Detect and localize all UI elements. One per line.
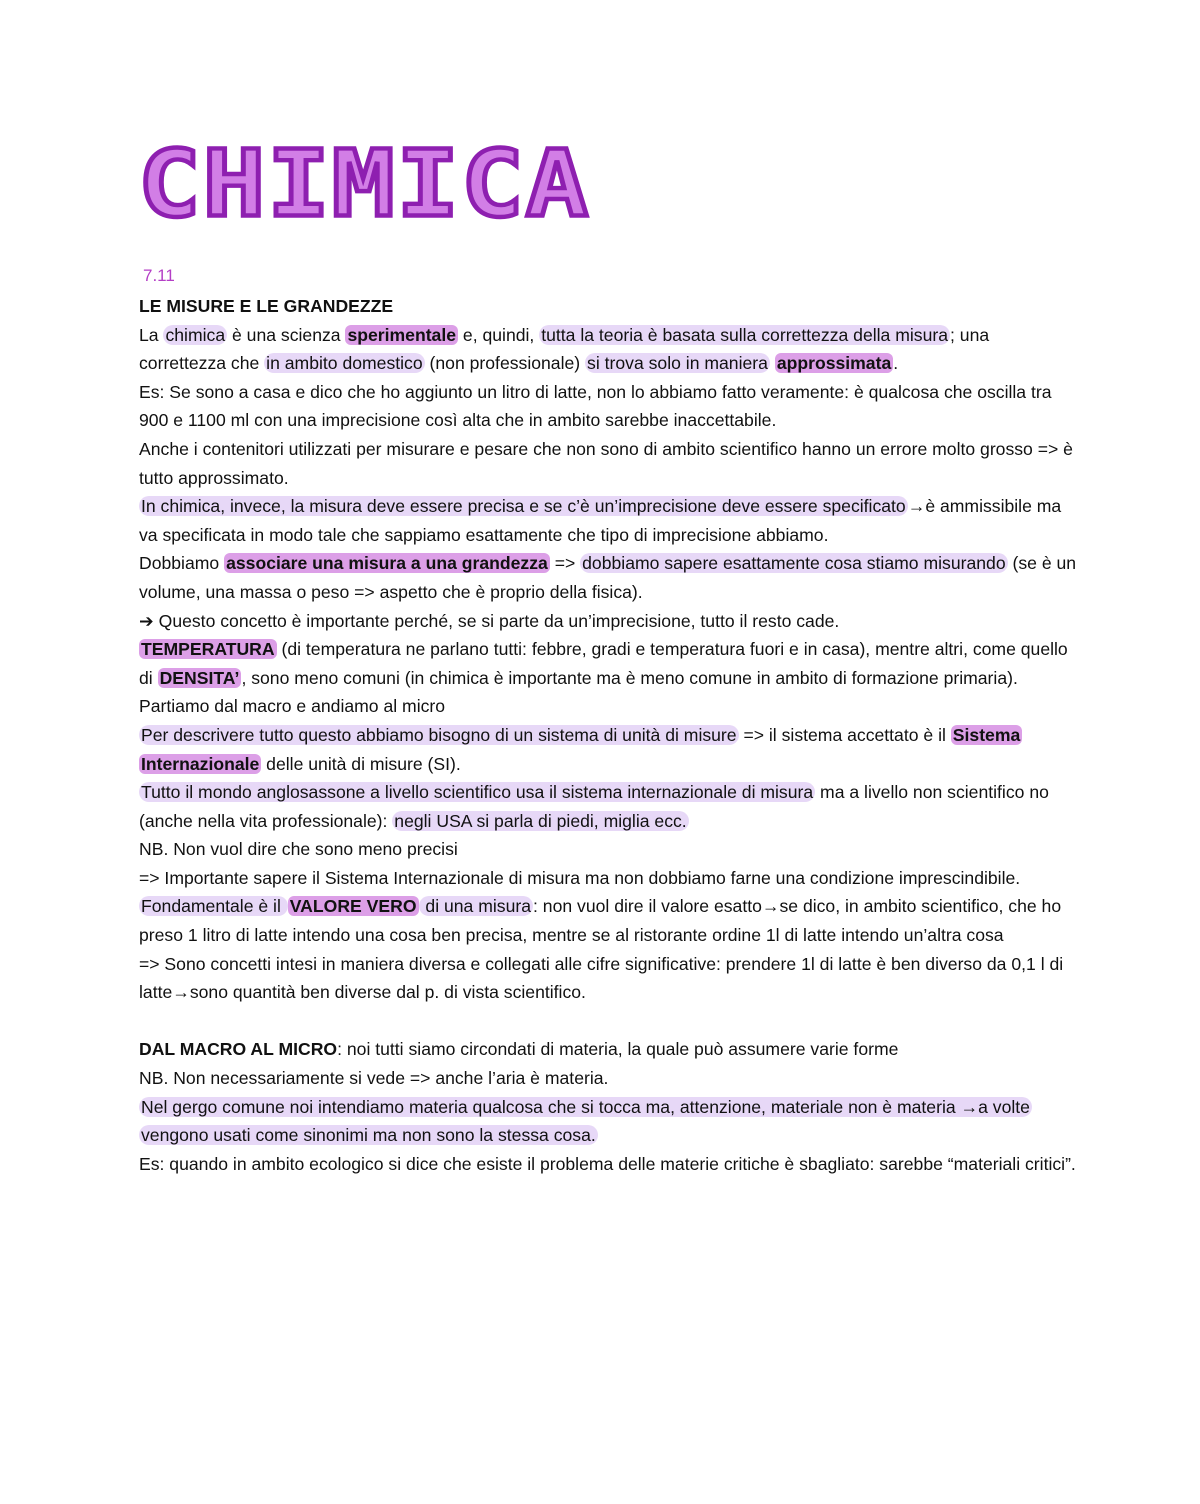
paragraph-nb-precision: NB. Non vuol dire che sono meno precisi bbox=[139, 839, 458, 860]
paragraph-example-milk: Es: Se sono a casa e dico che ho aggiunto un litro di latte, non lo abbiamo fatto veramente: è qualcosa che oscilla tra 900 e 1100 ml con una imprecisione così alta che in ambito sarebbe inaccettabile. bbox=[139, 381, 1052, 431]
paragraph-important-concept: ➔ Questo concetto è importante perché, se si parte da un’imprecisione, tutto il resto cade. bbox=[139, 610, 840, 631]
document-body bbox=[139, 292, 1079, 1178]
paragraph-critical-materials: Es: quando in ambito ecologico si dice che esiste il problema delle materie critiche è sbagliato: sarebbe “materiali critici”. bbox=[139, 1153, 1076, 1174]
paragraph-intro: La chimica è una scienza sperimentale e, quindi, tutta la teoria è basata sulla correttezza della misura ; una correttezza che in ambito domestico (non professionale) si trova solo in maniera approssimata . bbox=[139, 324, 990, 374]
paragraph-macro-micro: Partiamo dal macro e andiamo al micro bbox=[139, 696, 446, 717]
paragraph-chemistry-precision: In chimica, invece, la misura deve essere precisa e se c’è un’imprecisione deve essere specificato →è ammissibile ma va specificata in modo tale che sappiamo esattamente che tipo di imprecisione abbiamo. bbox=[139, 496, 1062, 545]
paragraph-matter-material: Nel gergo comune noi intendiamo materia qualcosa che si tocca ma, attenzione, materiale non è materia →a volte vengono usati come sinonimi ma non sono la stessa cosa. bbox=[141, 1096, 1030, 1146]
paragraph-associate-measure: Dobbiamo associare una misura a una grandezza => dobbiamo sapere esattamente cosa stiamo misurando (se è un volume, una massa o peso => aspetto che è proprio della fisica). bbox=[139, 553, 1077, 602]
page-title: CHIMICA bbox=[138, 130, 591, 238]
section-heading: LE MISURE E LE GRANDEZZE bbox=[139, 296, 394, 316]
paragraph-containers: Anche i contenitori utilizzati per misurare e pesare che non sono di ambito scientifico hanno un errore molto grosso => è tutto approssimato. bbox=[139, 438, 1073, 488]
paragraph-si-important: => Importante sapere il Sistema Internazionale di misura ma non dobbiamo farne una condizione imprescindibile. bbox=[139, 867, 1021, 888]
paragraph-air-matter: NB. Non necessariamente si vede => anche l’aria è materia. bbox=[139, 1068, 609, 1089]
spacer bbox=[139, 1007, 1079, 1036]
paragraph-significant-figures: => Sono concetti intesi in maniera diversa e collegati alle cifre significative: prendere 1l di latte è ben diverso da 0,1 l di latte→sono quantità ben diverse dal p. di vista scientifico. bbox=[139, 953, 1064, 1003]
paragraph-from-macro: DAL MACRO AL MICRO: noi tutti siamo circondati di materia, la quale può assumere varie forme bbox=[139, 1039, 899, 1060]
note-date: 7.11 bbox=[143, 266, 175, 285]
paragraph-si-system: Per descrivere tutto questo abbiamo bisogno di un sistema di unità di misure => il sistema accettato è il Sistema Internazionale delle unità di misure (SI). bbox=[141, 724, 1021, 774]
paragraph-temperature: TEMPERATURA (di temperatura ne parlano tutti: febbre, gradi e temperatura fuori e in casa), mentre altri, come quello di DENSITA’ , sono meno comuni (in chimica è importante ma è meno comune in ambito di formazione primaria). bbox=[139, 639, 1068, 688]
paragraph-true-value: Fondamentale è il VALORE VERO di una misura : non vuol dire il valore esatto→se dico, in ambito scientifico, che ho preso 1 litro di latte intendo una cosa ben precisa, mentre se al ristorante ordine 1l di latte intendo un’altra cosa bbox=[139, 896, 1062, 946]
paragraph-anglosaxon: Tutto il mondo anglosassone a livello scientifico usa il sistema internazionale di misura ma a livello non scientifico no (anche nella vita professionale): negli USA si parla di piedi, miglia ecc. bbox=[139, 782, 1049, 831]
